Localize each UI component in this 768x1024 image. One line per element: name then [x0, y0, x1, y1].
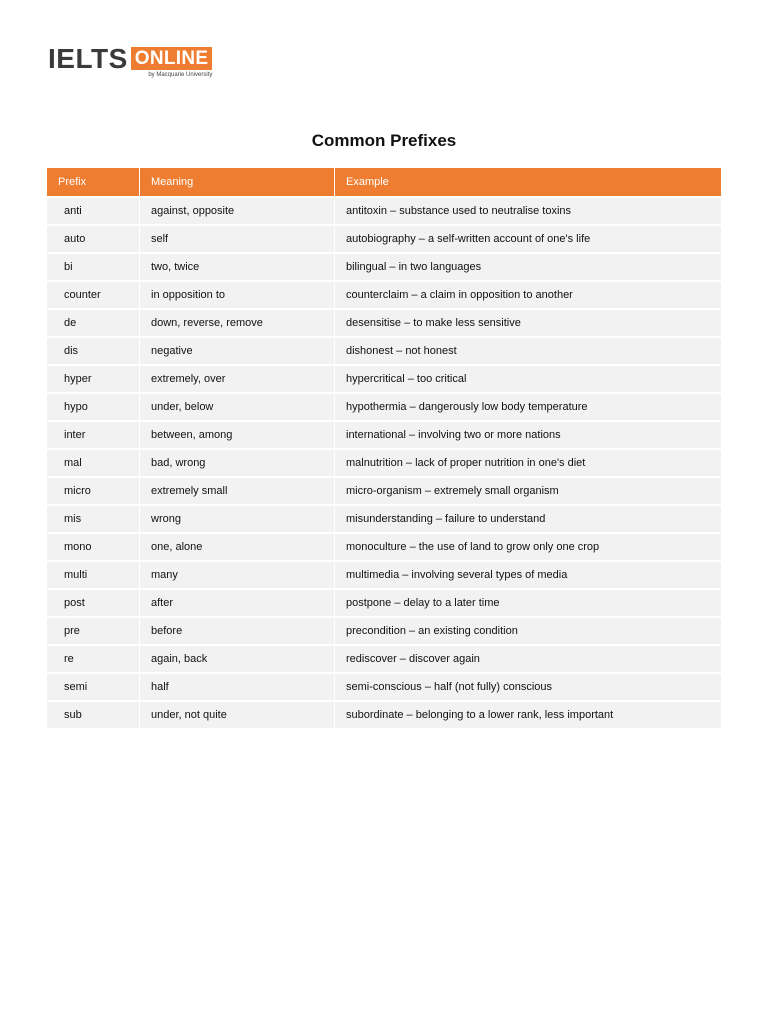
table-row [47, 281, 721, 309]
cell-meaning: again, back [140, 645, 335, 673]
cell-example: malnutrition – lack of proper nutrition in one's diet [335, 449, 722, 477]
cell-prefix: mono [47, 533, 140, 561]
table-row [47, 393, 721, 421]
table-row [47, 561, 721, 589]
table-row [47, 225, 721, 253]
cell-prefix: semi [47, 673, 140, 701]
cell-meaning: down, reverse, remove [140, 309, 335, 337]
cell-example: hypercritical – too critical [335, 365, 722, 393]
cell-prefix: sub [47, 701, 140, 728]
cell-meaning: wrong [140, 505, 335, 533]
table-row [47, 365, 721, 393]
cell-prefix: post [47, 589, 140, 617]
cell-example: multimedia – involving several types of media [335, 561, 722, 589]
cell-example: semi-conscious – half (not fully) conscious [335, 673, 722, 701]
header-meaning: Meaning [140, 168, 335, 197]
cell-meaning: before [140, 617, 335, 645]
cell-meaning: extremely, over [140, 365, 335, 393]
table-row [47, 197, 721, 225]
cell-prefix: mis [47, 505, 140, 533]
table-row [47, 253, 721, 281]
cell-example: postpone – delay to a later time [335, 589, 722, 617]
table-row [47, 617, 721, 645]
table-row [47, 701, 721, 728]
cell-prefix: pre [47, 617, 140, 645]
logo-online-badge: ONLINE [131, 47, 213, 70]
cell-prefix: hyper [47, 365, 140, 393]
cell-prefix: re [47, 645, 140, 673]
cell-example: international – involving two or more nations [335, 421, 722, 449]
cell-prefix: bi [47, 253, 140, 281]
cell-example: precondition – an existing condition [335, 617, 722, 645]
cell-example: desensitise – to make less sensitive [335, 309, 722, 337]
cell-meaning: one, alone [140, 533, 335, 561]
table-row [47, 421, 721, 449]
cell-meaning: bad, wrong [140, 449, 335, 477]
cell-prefix: multi [47, 561, 140, 589]
table-row [47, 673, 721, 701]
cell-meaning: self [140, 225, 335, 253]
cell-meaning: in opposition to [140, 281, 335, 309]
table-row [47, 589, 721, 617]
cell-prefix: anti [47, 197, 140, 225]
table-row [47, 505, 721, 533]
cell-example: autobiography – a self-written account of one's life [335, 225, 722, 253]
table-row [47, 337, 721, 365]
cell-prefix: micro [47, 477, 140, 505]
cell-prefix: auto [47, 225, 140, 253]
logo-right [131, 44, 213, 79]
cell-example: monoculture – the use of land to grow only one crop [335, 533, 722, 561]
cell-example: antitoxin – substance used to neutralise toxins [335, 197, 722, 225]
cell-prefix: inter [47, 421, 140, 449]
cell-meaning: between, among [140, 421, 335, 449]
cell-meaning: after [140, 589, 335, 617]
cell-example: hypothermia – dangerously low body temperature [335, 393, 722, 421]
cell-example: rediscover – discover again [335, 645, 722, 673]
logo-ielts-text: IELTS [48, 43, 128, 74]
cell-prefix: counter [47, 281, 140, 309]
cell-meaning: many [140, 561, 335, 589]
header-example: Example [335, 168, 722, 197]
logo-byline: by Macquarie University [148, 72, 213, 78]
cell-prefix: de [47, 309, 140, 337]
table-header-row [47, 168, 721, 197]
cell-meaning: under, not quite [140, 701, 335, 728]
cell-example: dishonest – not honest [335, 337, 722, 365]
table-row [47, 645, 721, 673]
table-row [47, 533, 721, 561]
cell-meaning: against, opposite [140, 197, 335, 225]
table-row [47, 309, 721, 337]
cell-meaning: extremely small [140, 477, 335, 505]
ielts-online-logo [48, 44, 212, 80]
cell-example: counterclaim – a claim in opposition to another [335, 281, 722, 309]
cell-example: bilingual – in two languages [335, 253, 722, 281]
prefix-table [47, 168, 721, 728]
cell-meaning: two, twice [140, 253, 335, 281]
header-prefix: Prefix [47, 168, 140, 197]
page-title: Common Prefixes [311, 131, 457, 150]
cell-prefix: hypo [47, 393, 140, 421]
table-row [47, 477, 721, 505]
cell-meaning: under, below [140, 393, 335, 421]
cell-prefix: dis [47, 337, 140, 365]
cell-prefix: mal [47, 449, 140, 477]
cell-example: micro-organism – extremely small organism [335, 477, 722, 505]
cell-example: subordinate – belonging to a lower rank, less important [335, 701, 722, 728]
cell-meaning: negative [140, 337, 335, 365]
table-row [47, 449, 721, 477]
cell-meaning: half [140, 673, 335, 701]
cell-example: misunderstanding – failure to understand [335, 505, 722, 533]
table-body [47, 197, 721, 728]
